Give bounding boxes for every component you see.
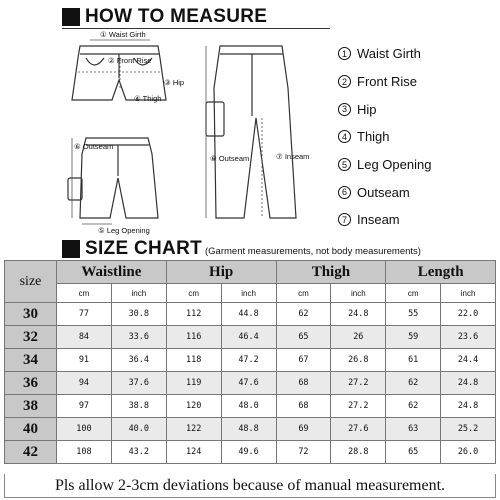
legend-item: 7 Inseam [338,206,431,234]
value-cell: 28.8 [331,441,386,464]
value-cell: 94 [57,372,112,395]
legend-item: 2 Front Rise [338,68,431,96]
table-row [5,418,496,441]
value-cell: 62 [386,395,441,418]
value-cell: 24.8 [331,303,386,326]
value-cell: 124 [166,441,221,464]
value-cell: 108 [57,441,112,464]
value-cell: 23.6 [441,326,496,349]
value-cell: 62 [386,372,441,395]
table-row [5,441,496,464]
label-waist-girth: ① Waist Girth [100,30,146,39]
size-cell: 32 [5,326,57,349]
value-cell: 22.0 [441,303,496,326]
value-cell: 48.0 [221,395,276,418]
value-cell: 24.4 [441,349,496,372]
value-cell: 26.0 [441,441,496,464]
deviation-note: Pls allow 2-3cm deviations because of manual measurement. [4,474,496,498]
value-cell: 61 [386,349,441,372]
value-cell: 62 [276,303,331,326]
label-front-rise: ② Front Rise [108,56,152,65]
table-row [5,349,496,372]
value-cell: 100 [57,418,112,441]
value-cell: 33.6 [111,326,166,349]
value-cell: 120 [166,395,221,418]
value-cell: 63 [386,418,441,441]
value-cell: 84 [57,326,112,349]
value-cell: 97 [57,395,112,418]
value-cell: 69 [276,418,331,441]
pants-diagram-svg [0,28,330,238]
value-cell: 119 [166,372,221,395]
value-cell: 48.8 [221,418,276,441]
table-row [5,372,496,395]
value-cell: 77 [57,303,112,326]
legend-item: 5 Leg Opening [338,151,431,179]
value-cell: 59 [386,326,441,349]
unit-header: cm [276,284,331,303]
unit-header: inch [331,284,386,303]
value-cell: 116 [166,326,221,349]
value-cell: 65 [386,441,441,464]
value-cell: 65 [276,326,331,349]
group-header-length: Length [386,261,496,284]
value-cell: 91 [57,349,112,372]
label-thigh: ④ Thigh [134,94,162,103]
value-cell: 118 [166,349,221,372]
size-cell: 42 [5,441,57,464]
how-to-measure-header [62,8,267,26]
value-cell: 67 [276,349,331,372]
value-cell: 40.0 [111,418,166,441]
unit-header: cm [386,284,441,303]
label-outseam-pants: ⑥ Outseam [210,154,250,163]
unit-header: inch [221,284,276,303]
size-chart-header [62,240,421,258]
value-cell: 49.6 [221,441,276,464]
label-inseam: ⑦ Inseam [276,152,310,161]
unit-header: inch [111,284,166,303]
value-cell: 72 [276,441,331,464]
table-row [5,395,496,418]
value-cell: 46.4 [221,326,276,349]
legend-item: 3 Hip [338,95,431,123]
value-cell: 27.6 [331,418,386,441]
value-cell: 24.8 [441,372,496,395]
value-cell: 112 [166,303,221,326]
size-cell: 36 [5,372,57,395]
unit-header: cm [57,284,112,303]
table-row [5,303,496,326]
value-cell: 38.8 [111,395,166,418]
size-cell: 40 [5,418,57,441]
value-cell: 122 [166,418,221,441]
value-cell: 44.8 [221,303,276,326]
value-cell: 47.2 [221,349,276,372]
value-cell: 26.8 [331,349,386,372]
how-to-measure-title: HOW TO MEASURE [85,6,268,27]
value-cell: 43.2 [111,441,166,464]
value-cell: 25.2 [441,418,496,441]
value-cell: 27.2 [331,372,386,395]
group-header-waistline: Waistline [57,261,167,284]
value-cell: 30.8 [111,303,166,326]
size-cell: 30 [5,303,57,326]
group-header-thigh: Thigh [276,261,386,284]
size-cell: 38 [5,395,57,418]
size-cell: 34 [5,349,57,372]
header-square-icon [62,240,80,258]
measure-legend [338,40,431,234]
value-cell: 68 [276,372,331,395]
measure-diagram [0,28,330,238]
legend-item: 1 Waist Girth [338,40,431,68]
value-cell: 26 [331,326,386,349]
value-cell: 68 [276,395,331,418]
legend-item: 4 Thigh [338,123,431,151]
unit-header: inch [441,284,496,303]
value-cell: 24.8 [441,395,496,418]
group-header-hip: Hip [166,261,276,284]
value-cell: 55 [386,303,441,326]
size-column-header: size [5,261,57,303]
label-outseam-shorts: ⑥ Outseam [74,142,114,151]
label-hip: ③ Hip [164,78,185,87]
unit-header: cm [166,284,221,303]
value-cell: 47.6 [221,372,276,395]
size-chart-table [4,260,496,464]
table-row [5,326,496,349]
value-cell: 37.6 [111,372,166,395]
value-cell: 27.2 [331,395,386,418]
value-cell: 36.4 [111,349,166,372]
header-square-icon [62,8,80,26]
legend-item: 6 Outseam [338,178,431,206]
size-chart-title: SIZE CHART [85,238,202,259]
size-chart-subtitle: (Garment measurements, not body measurements) [205,246,421,257]
pants-outline [214,46,296,218]
label-leg-opening: ⑤ Leg Opening [98,226,150,235]
size-table-body [5,303,496,464]
